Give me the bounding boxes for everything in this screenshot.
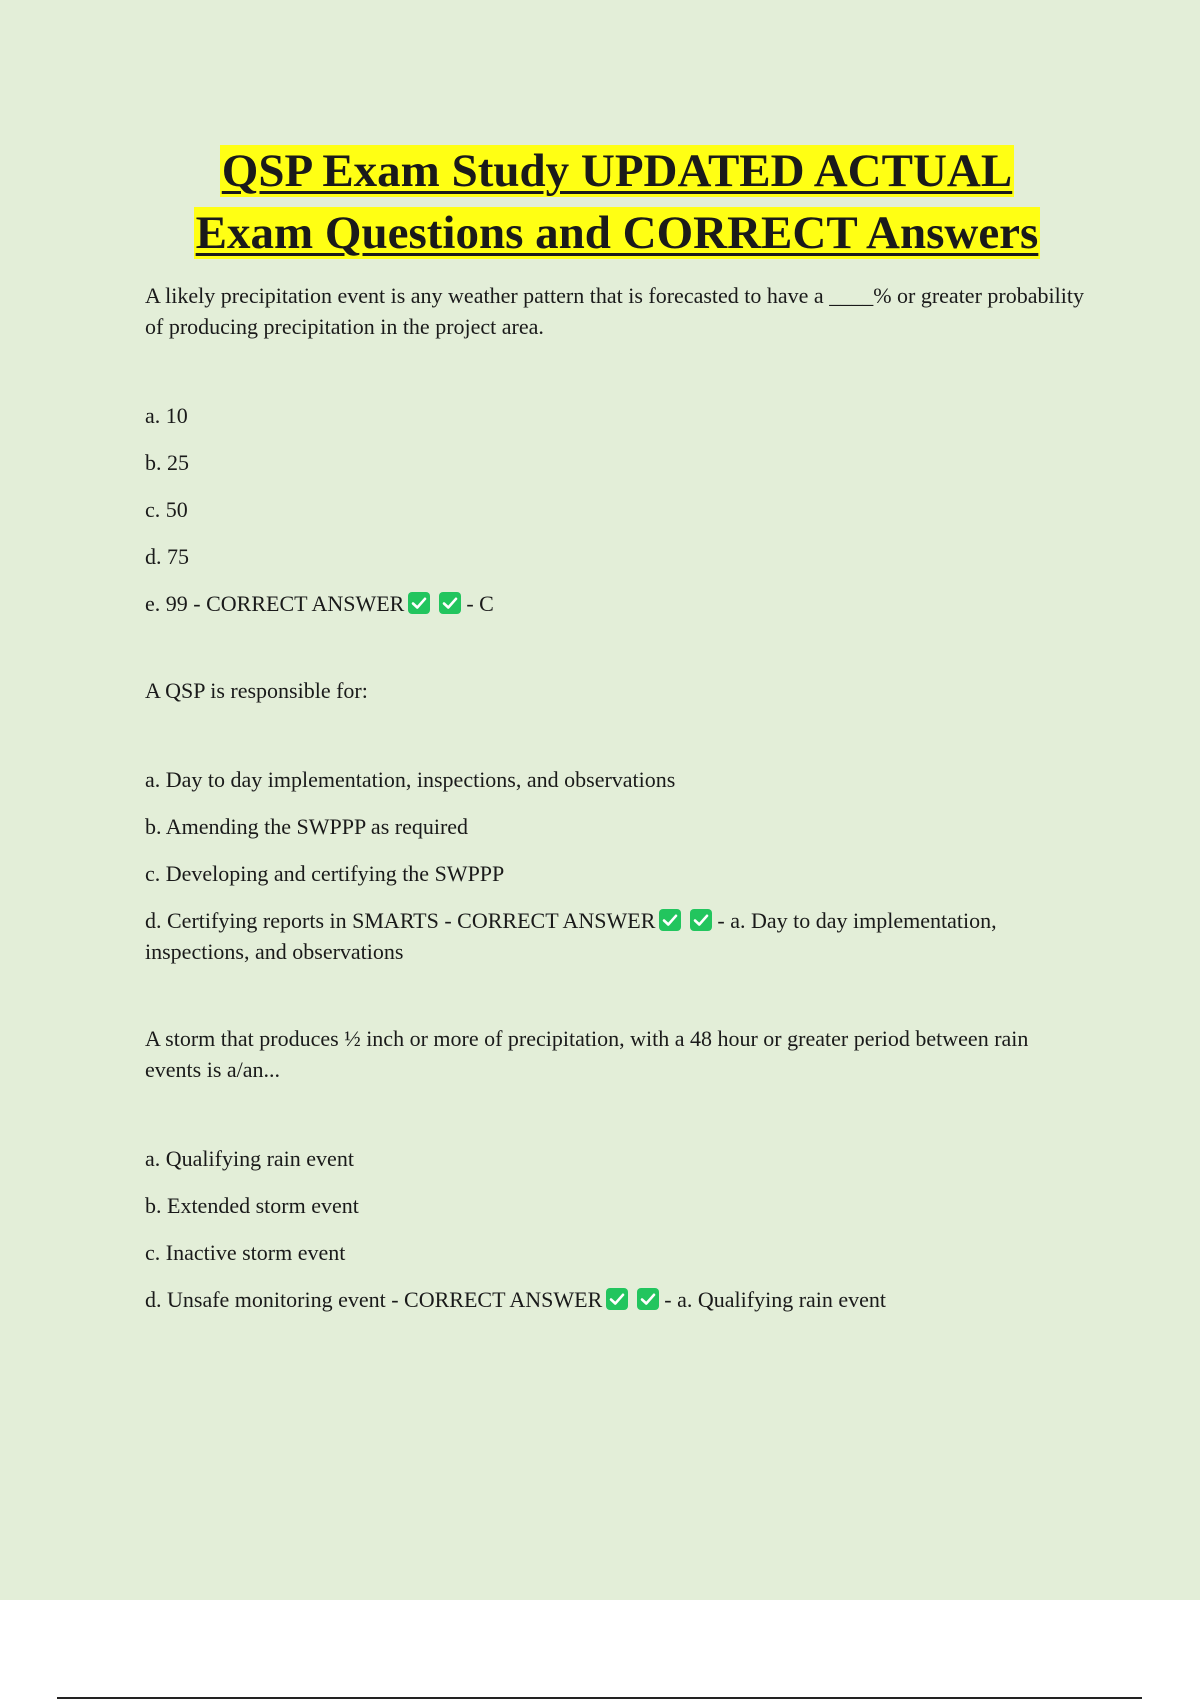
check-mark-icon: [606, 1288, 628, 1310]
check-mark-icon: [637, 1288, 659, 1310]
answer-options: [145, 764, 1085, 967]
check-mark-icon: [439, 592, 461, 614]
answer-prefix: e. 99 - CORRECT ANSWER: [145, 591, 405, 616]
document-title: [0, 140, 1200, 264]
option-item: d. 75: [145, 544, 189, 569]
question-text: A QSP is responsible for:: [145, 678, 368, 703]
question-block: [145, 280, 1085, 619]
option-item: b. Extended storm event: [145, 1193, 359, 1218]
answer-prefix: d. Unsafe monitoring event - CORRECT ANSWER: [145, 1287, 603, 1312]
option-item: c. 50: [145, 497, 188, 522]
question-text: A storm that produces ½ inch or more of precipitation, with a 48 hour or greater period between rain events is a/an...: [145, 1026, 1029, 1082]
option-item: a. 10: [145, 403, 188, 428]
option-item: b. 25: [145, 450, 189, 475]
title-line-1: QSP Exam Study UPDATED ACTUAL: [221, 145, 1013, 197]
question-block: [145, 675, 1085, 967]
option-item: c. Inactive storm event: [145, 1240, 346, 1265]
answer-options: [145, 1143, 1085, 1315]
answer-text: - a. Day to day implementation, inspections, and observations: [145, 908, 997, 964]
correct-answer-line: [145, 905, 1085, 967]
option-item: c. Developing and certifying the SWPPP: [145, 861, 505, 886]
check-mark-icon: [659, 909, 681, 931]
option-item: b. Amending the SWPPP as required: [145, 814, 469, 839]
answer-text: - a. Qualifying rain event: [664, 1287, 887, 1312]
question-block: [145, 1023, 1085, 1315]
option-item: a. Qualifying rain event: [145, 1146, 354, 1171]
correct-answer-line: [145, 588, 1085, 619]
option-item: a. Day to day implementation, inspections, and observations: [145, 767, 676, 792]
answer-prefix: d. Certifying reports in SMARTS - CORRECT ANSWER: [145, 908, 656, 933]
answer-text: - C: [466, 591, 494, 616]
question-text: A likely precipitation event is any weather pattern that is forecasted to have a ____% or greater probability of producing precipitation in the project area.: [145, 283, 1084, 339]
check-mark-icon: [408, 592, 430, 614]
check-mark-icon: [690, 909, 712, 931]
question-list: [145, 280, 1085, 1315]
correct-answer-line: [145, 1284, 1085, 1315]
answer-options: [145, 400, 1085, 619]
title-line-2: Exam Questions and CORRECT Answers: [195, 207, 1039, 259]
footer-divider: [57, 1697, 1142, 1699]
